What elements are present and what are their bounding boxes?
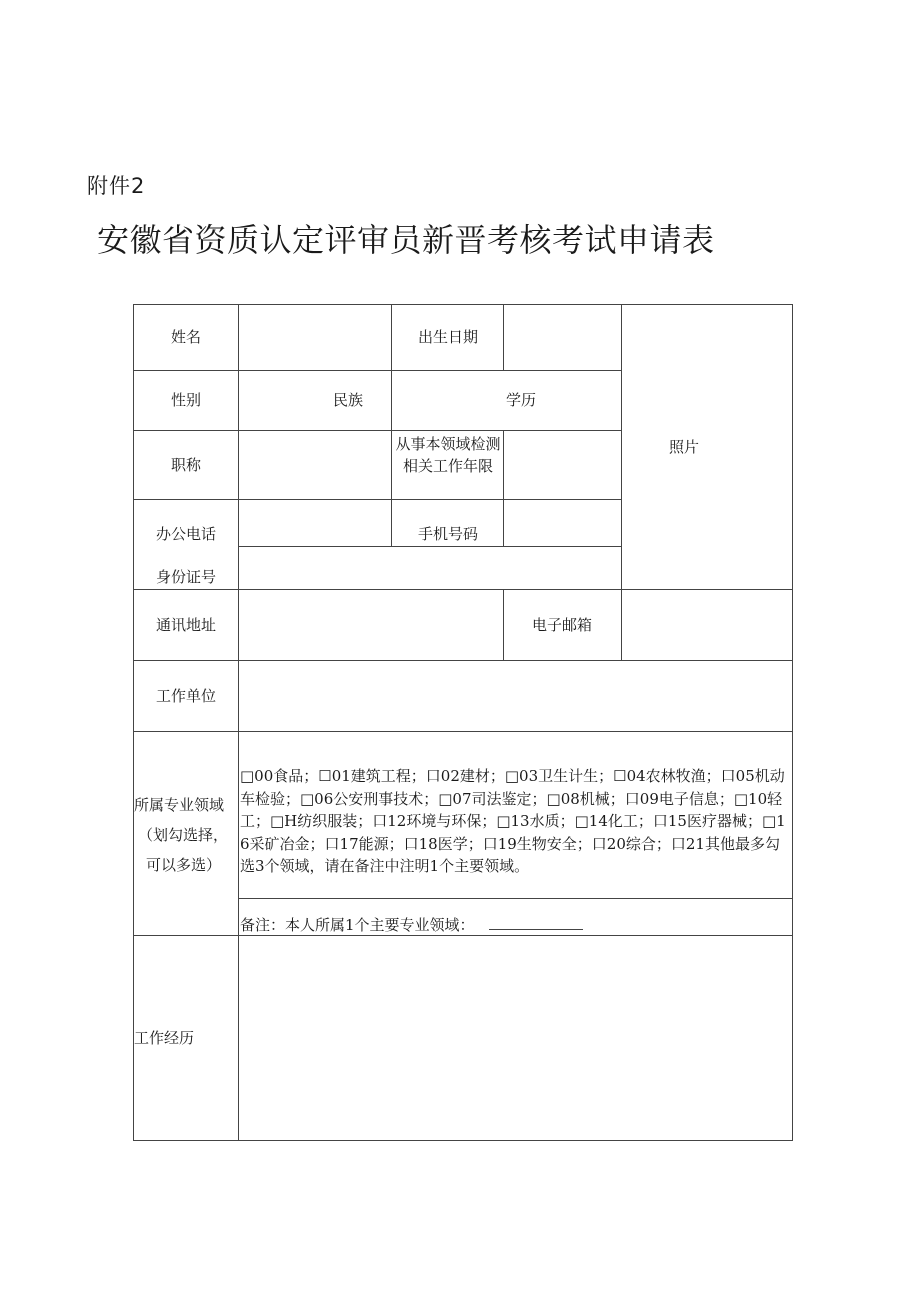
employer-label: 工作单位: [155, 687, 217, 705]
address-label: 通讯地址: [155, 616, 217, 634]
column-divider: [621, 304, 622, 660]
row-divider: [133, 370, 621, 371]
column-divider: [238, 304, 239, 1141]
name-label: 姓名: [170, 328, 202, 346]
education-label: 学历: [506, 391, 537, 409]
office-phone-label: 办公电话: [155, 525, 217, 543]
row-divider: [133, 731, 793, 732]
column-divider: [391, 304, 392, 546]
row-divider: [133, 499, 621, 500]
remark-row: [240, 914, 583, 936]
field-label-line2: （划勾选择，: [138, 826, 229, 844]
row-divider: [238, 546, 621, 547]
field-label-line1: 所属专业领域: [134, 796, 225, 814]
row-divider: [133, 430, 621, 431]
attachment-label: 附件2: [87, 174, 146, 198]
main-field-blank[interactable]: [489, 915, 583, 930]
column-divider: [503, 589, 504, 660]
birth-date-label: 出生日期: [417, 328, 479, 346]
field-label-line3: 可以多选）: [146, 856, 222, 874]
row-divider: [238, 898, 793, 899]
column-divider: [503, 430, 504, 546]
column-divider: [503, 304, 504, 370]
job-title-label: 职称: [170, 456, 202, 474]
professional-fields-options[interactable]: □00食品；☐01建筑工程；口02建材；□03卫生计生；☐04农林牧渔；口05机动车检验；□06公安刑事技术；□07司法鉴定；□08机械；口09电子信息；□10轻工；□H纺织服装；口12环境与环保；□13水质；□14化工；口15医疗器械；□16采矿冶金；口17能源；口18医学；口19生物安全；口20综合；口21其他最多勾选3个领域，请在备注中注明1个主要领域。: [240, 767, 786, 875]
gender-label: 性别: [170, 391, 202, 409]
remark-text: 备注：本人所属1个主要专业领域：: [240, 916, 475, 934]
id-number-label: 身份证号: [155, 568, 217, 586]
photo-label: 照片: [668, 438, 700, 456]
mobile-label: 手机号码: [417, 525, 479, 543]
row-divider: [133, 589, 793, 590]
row-divider: [133, 660, 793, 661]
email-label: 电子邮箱: [531, 616, 593, 634]
work-years-label: 从事本领域检测相关工作年限: [395, 435, 501, 475]
form-title: 安徽省资质认定评审员新晋考核考试申请表: [97, 221, 715, 259]
ethnicity-label: 民族: [333, 391, 364, 409]
experience-label: 工作经历: [134, 1029, 195, 1047]
